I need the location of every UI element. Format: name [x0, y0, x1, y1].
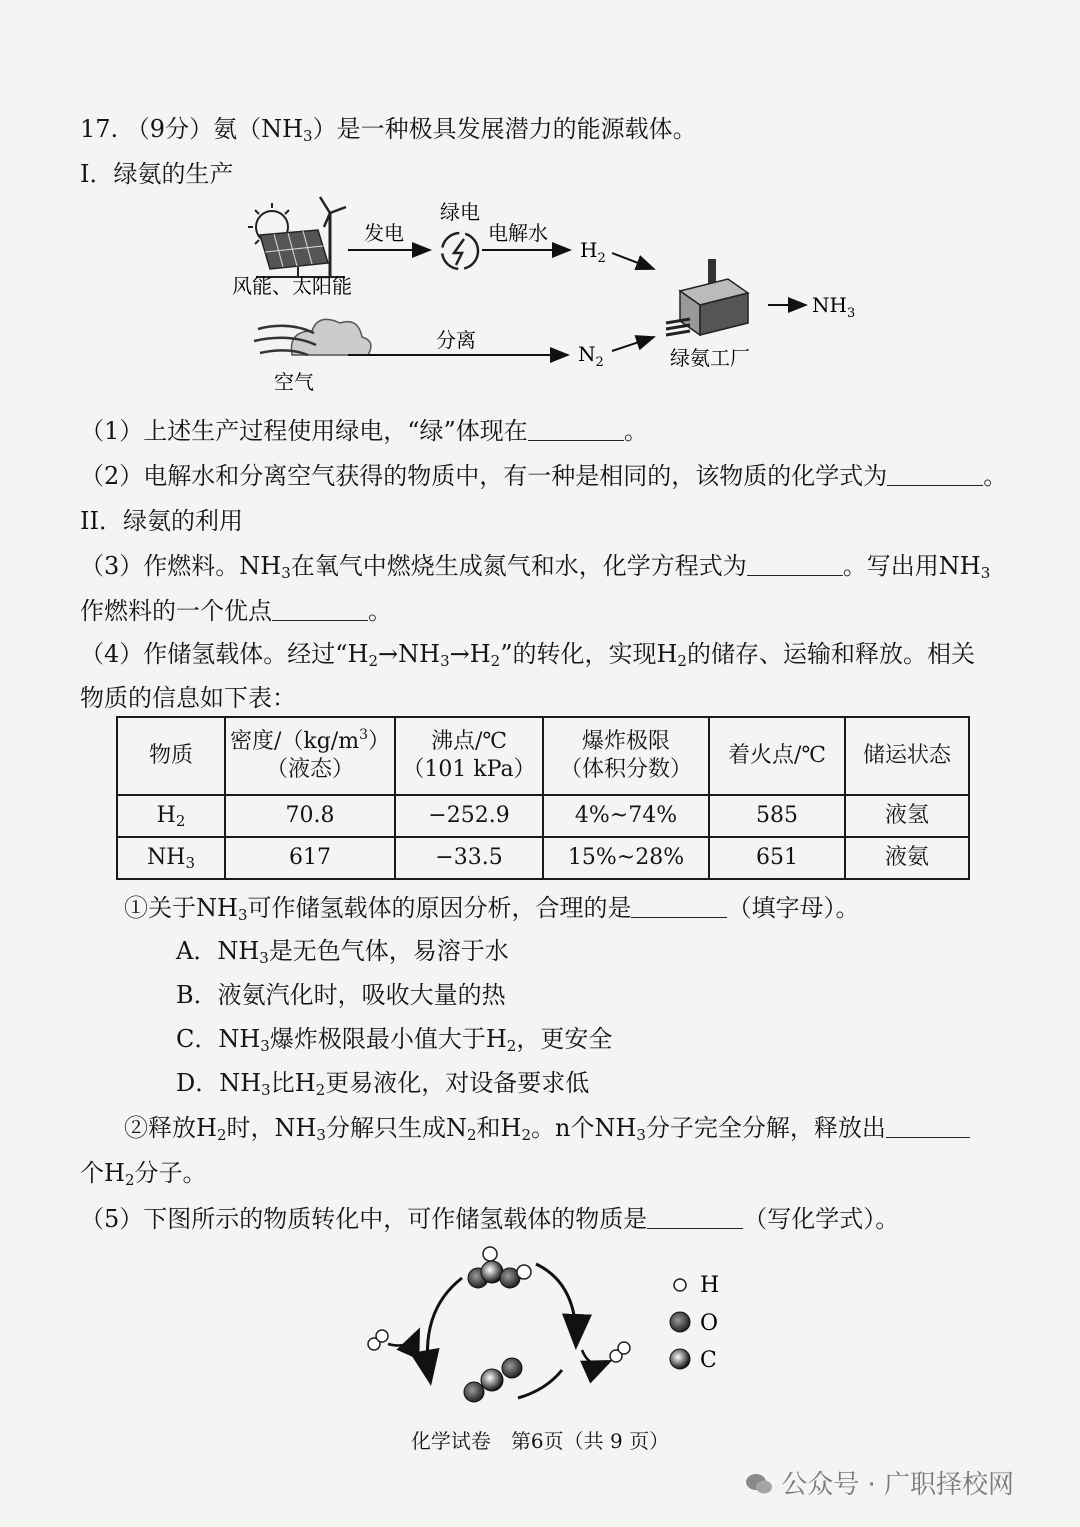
table-row	[117, 837, 969, 879]
q17-heading: 17. （9分）氨$(NH_3)$是一种极具发展潜力的能源载体。	[80, 115, 697, 145]
q3-line2: 作燃料的一个优点 。	[80, 597, 392, 625]
wechat-icon	[745, 1473, 773, 1495]
part1-title: I．绿氨的生产	[80, 160, 234, 188]
q2: （2）电解水和分离空气获得的物质中，有一种是相同的，该物质的化学式为 。	[80, 462, 1008, 490]
nh3-label: $NH_3$	[812, 293, 856, 321]
q3-line1: （3）作燃料。$NH_3$在氧气中燃烧生成氮气和水，化学方程式为 。写出用$NH_3$	[80, 552, 991, 582]
header-ignition-point: 着火点/℃	[709, 717, 845, 795]
header-storage-state: 储运状态	[845, 717, 969, 795]
legend-o-icon	[670, 1312, 690, 1332]
legend-c-label: C	[700, 1348, 717, 1373]
header-density: 密度$/(kg/m^3)$ （液态）	[225, 717, 395, 795]
cell-explosion-limit: 15%~28%	[543, 837, 709, 879]
n2-label: $N_2$	[578, 342, 604, 370]
factory-icon	[666, 259, 748, 335]
cell-ignition-point: 651	[709, 837, 845, 879]
h2-molecule-in	[368, 1330, 388, 1350]
option-b: B．液氨汽化时，吸收大量的热	[176, 981, 506, 1009]
top-molecule	[468, 1247, 531, 1288]
option-c: C．$NH_3$爆炸极限最小值大于$H_2$，更安全	[176, 1025, 613, 1055]
cell-storage-state: 液氨	[845, 837, 969, 879]
q4-2-answer-blank[interactable]	[886, 1115, 970, 1138]
q4-2-line1: ②释放$H_2$时，$NH_3$分解只生成$N_2$和$H_2$。n个$NH_3$分子完全分解，释放出	[124, 1112, 970, 1144]
properties-table	[116, 716, 970, 880]
production-diagram	[220, 195, 880, 405]
q4-1-answer-blank[interactable]	[631, 895, 727, 918]
q3-equation-blank[interactable]	[747, 553, 843, 576]
cell-density: 617	[225, 837, 395, 879]
arrow2-label: 电解水	[488, 221, 548, 245]
h2-molecule-out	[610, 1342, 630, 1362]
header-explosion-limit: 爆炸极限 （体积分数）	[543, 717, 709, 795]
page-footer: 化学试卷 第6页（共 9 页）	[410, 1429, 670, 1453]
q1: （1）上述生产过程使用绿电，“绿”体现在 。	[80, 417, 648, 445]
arrow1-label: 发电	[364, 221, 404, 245]
h2-label: $H_2$	[580, 238, 606, 266]
option-a: A．$NH_3$是无色气体，易溶于水	[176, 937, 509, 967]
legend-h-label: H	[700, 1273, 720, 1298]
cell-explosion-limit: 4%~74%	[543, 795, 709, 837]
factory-label: 绿氨工厂	[670, 346, 750, 370]
q5: （5）下图所示的物质转化中，可作储氢载体的物质是 （写化学式）。	[80, 1205, 900, 1233]
cell-density: 70.8	[225, 795, 395, 837]
q1-answer-blank[interactable]	[528, 418, 624, 441]
q4-2-line2: 个$H_2$分子。	[80, 1159, 207, 1189]
legend-h-icon	[674, 1279, 686, 1291]
solar-wind-icon	[248, 197, 346, 277]
part2-title: II．绿氨的利用	[80, 507, 243, 535]
legend-c-icon	[670, 1349, 690, 1369]
source-label: 风能、太阳能	[232, 274, 352, 298]
option-d: D．$NH_3$比$H_2$更易液化，对设备要求低	[176, 1069, 590, 1099]
q2-answer-blank[interactable]	[887, 463, 983, 486]
legend	[670, 1273, 719, 1373]
cell-substance: $NH_3$	[117, 837, 225, 879]
q3-advantage-blank[interactable]	[272, 598, 368, 621]
cell-storage-state: 液氢	[845, 795, 969, 837]
header-boiling-point: 沸点/℃ （101 kPa）	[395, 717, 543, 795]
q4-line2: 物质的信息如下表：	[80, 684, 296, 712]
arrow3-label: 分离	[436, 328, 476, 352]
q5-answer-blank[interactable]	[647, 1206, 743, 1229]
q4-1: ①关于$NH_3$可作储氢载体的原因分析，合理的是 （填字母）。	[124, 894, 860, 924]
cell-substance: $H_2$	[117, 795, 225, 837]
green-power-icon	[442, 233, 478, 269]
table-row	[117, 795, 969, 837]
air-label: 空气	[274, 370, 314, 394]
green-power-label: 绿电	[440, 200, 480, 224]
q4-line1: （4）作储氢载体。经过“$H_2\to NH_3\to H_2$”的转化，实现$H_2$的储存、运输和释放。相关	[80, 640, 975, 670]
table-header-row	[117, 717, 969, 795]
cell-boiling-point: −252.9	[395, 795, 543, 837]
cell-boiling-point: −33.5	[395, 837, 543, 879]
header-substance: 物质	[117, 717, 225, 795]
legend-o-label: O	[700, 1311, 719, 1336]
molecule-cycle-diagram	[350, 1240, 750, 1412]
air-cloud-icon	[254, 319, 371, 355]
bottom-molecule	[464, 1358, 522, 1402]
cell-ignition-point: 585	[709, 795, 845, 837]
watermark: 公众号 · 广职择校网	[745, 1464, 1014, 1501]
